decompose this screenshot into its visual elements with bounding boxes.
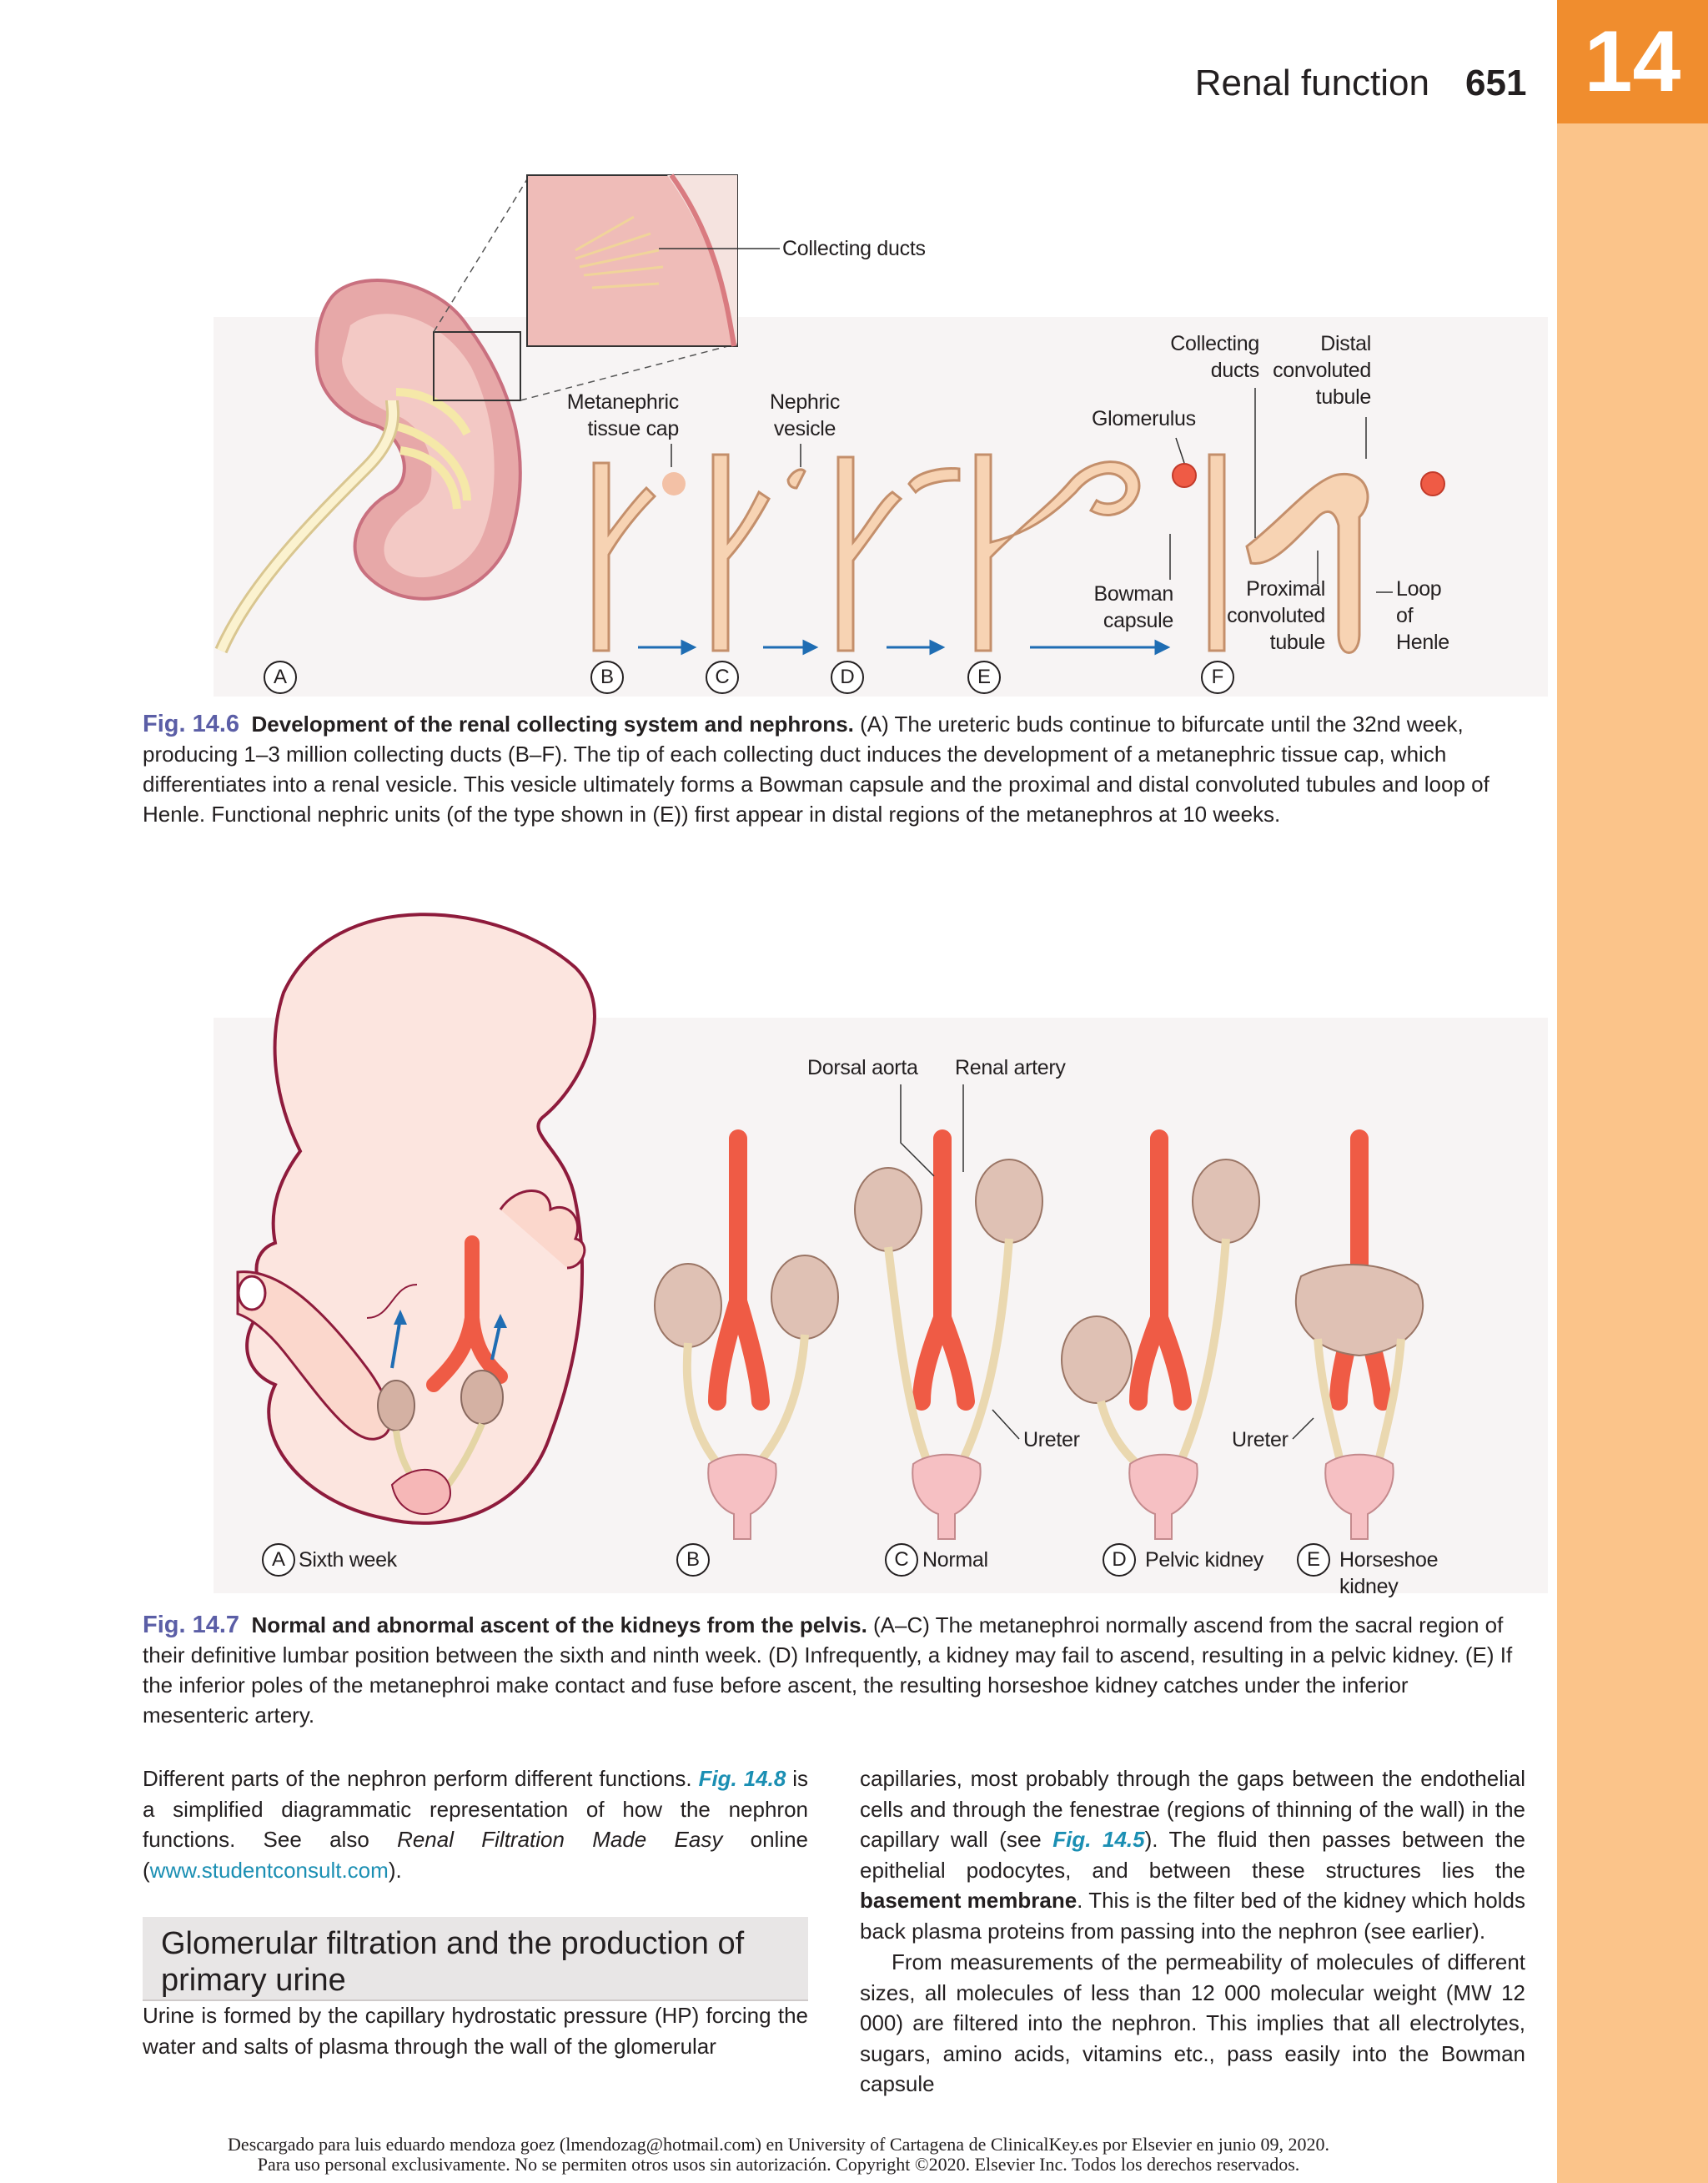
kidney-ascent-illustration xyxy=(0,851,1557,1602)
chapter-number: 14 xyxy=(1584,13,1681,110)
fig-14-5-link[interactable]: Fig. 14.5 xyxy=(1052,1827,1145,1852)
panel-a-badge: A xyxy=(264,661,297,694)
panel-a-badge: A xyxy=(262,1543,295,1577)
fig-14-8-link[interactable]: Fig. 14.8 xyxy=(698,1766,786,1791)
intro-paragraph: Different parts of the nephron perform different functions. Fig. 14.8 is a simplified diagrammatic representation of how the nephron functions. See also Renal Filtration Made Easy online (www.studentconsult.com). xyxy=(143,1766,809,1883)
panel-e-badge: E xyxy=(967,661,1001,694)
label-distal-tubule: Distal convoluted tubule xyxy=(1273,332,1371,409)
label-bowman-capsule: Bowman capsule xyxy=(1093,582,1173,632)
panel-b-badge: B xyxy=(676,1543,710,1577)
right-paragraph-1: capillaries, most probably through the gaps between the endothelial cells and through the fenestrae (regions of thinning of the wall) in the capillary wall (see Fig. 14.5). The fluid then passes between the epithelial podocytes, and between these structures lies the basement membrane. This is the filter bed of the kidney which holds back plasma proteins from passing into the nephron (see earlier). xyxy=(860,1766,1525,1944)
label-glomerulus: Glomerulus xyxy=(1092,407,1196,430)
panel-d-badge: D xyxy=(831,661,864,694)
label-normal: Normal xyxy=(922,1548,988,1572)
label-pelvic-kidney: Pelvic kidney xyxy=(1145,1548,1263,1572)
studentconsult-link[interactable]: www.studentconsult.com xyxy=(149,1857,389,1883)
figure-14-7-caption: Fig. 14.7 Normal and abnormal ascent of the kidneys from the pelvis. (A–C) The metanephroi normally ascend from the sacral region of their definitive lumbar position between the sixth and ninth week. (D) Infrequently, a kidney may fail to ascend, resulting in a pelvic kidney. (E) If the inferior poles of the metanephroi make contact and fuse before ascent, the resulting horseshoe kidney catches under the inferior mesenteric artery. xyxy=(143,1612,1513,1728)
label-collecting-ducts-inset: Collecting ducts xyxy=(782,237,926,260)
label-dorsal-aorta: Dorsal aorta xyxy=(807,1056,918,1079)
panel-d-badge: D xyxy=(1103,1543,1136,1577)
panel-e-badge: E xyxy=(1297,1543,1330,1577)
label-metanephric: Metanephric tissue cap xyxy=(566,390,679,440)
section-heading: Glomerular filtration and the production of primary urine xyxy=(161,1926,745,1998)
label-nephric-vesicle: Nephric vesicle xyxy=(769,390,841,440)
figure-14-6-caption: Fig. 14.6 Development of the renal collecting system and nephrons. (A) The ureteric buds continue to bifurcate until the 32nd week, producing 1–3 million collecting ducts (B–F). The tip of each collecting duct induces the development of a metanephric tissue cap, which differentiates into a renal vesicle. This vesicle ultimately forms a Bowman capsule and the proximal and distal convoluted tubules and loop of Henle. Functional nephric units (of the type shown in (E)) first appear in distal regions of the metanephros at 10 weeks. xyxy=(143,711,1489,827)
footer-line-2: Para uso personal exclusivamente. No se permiten otros usos sin autorización. Copyright ©2020. Elsevier Inc. Todos los derechos reservados. xyxy=(257,2154,1300,2175)
page-number: 651 xyxy=(1465,63,1527,103)
label-ureter-e: Ureter xyxy=(1232,1428,1289,1451)
panel-c-badge: C xyxy=(885,1543,918,1577)
panel-b-badge: B xyxy=(590,661,624,694)
panel-f-badge: F xyxy=(1201,661,1234,694)
embryo-drawing xyxy=(238,914,595,1523)
running-title: Renal function xyxy=(1194,63,1429,103)
section-heading-box xyxy=(143,1917,808,2001)
panel-c-badge: C xyxy=(706,661,739,694)
right-paragraph-2: From measurements of the permeability of molecules of different sizes, all molecules of less than 12 000 molecular weight (MW 12 000) are filtered into the nephron. This implies that all electrolytes, sugars, amino acids, vitamins etc., pass easily into the Bowman capsule xyxy=(860,1949,1525,2096)
label-sixth-week: Sixth week xyxy=(299,1548,397,1572)
left-paragraph-2: Urine is formed by the capillary hydrostatic pressure (HP) forcing the water and salts of plasma through the wall of the glomerular xyxy=(143,2003,808,2059)
figure-14-7 xyxy=(0,851,1557,1602)
label-loop-of-henle: Loop of Henle xyxy=(1396,577,1449,654)
label-ureter-c: Ureter xyxy=(1023,1428,1080,1451)
footer-line-1: Descargado para luis eduardo mendoza goez (lmendozag@hotmail.com) en University of Cartagena de ClinicalKey.es por Elsevier en junio 09, 2020. xyxy=(228,2134,1329,2155)
figure-14-6 xyxy=(0,0,1557,701)
label-proximal-tubule: Proximal convoluted tubule xyxy=(1227,577,1325,654)
label-collecting-ducts: Collecting ducts xyxy=(1170,332,1259,382)
label-renal-artery: Renal artery xyxy=(955,1056,1066,1079)
label-horseshoe-kidney: Horseshoe kidney xyxy=(1339,1548,1439,1598)
chapter-sidebar xyxy=(1557,0,1708,2183)
